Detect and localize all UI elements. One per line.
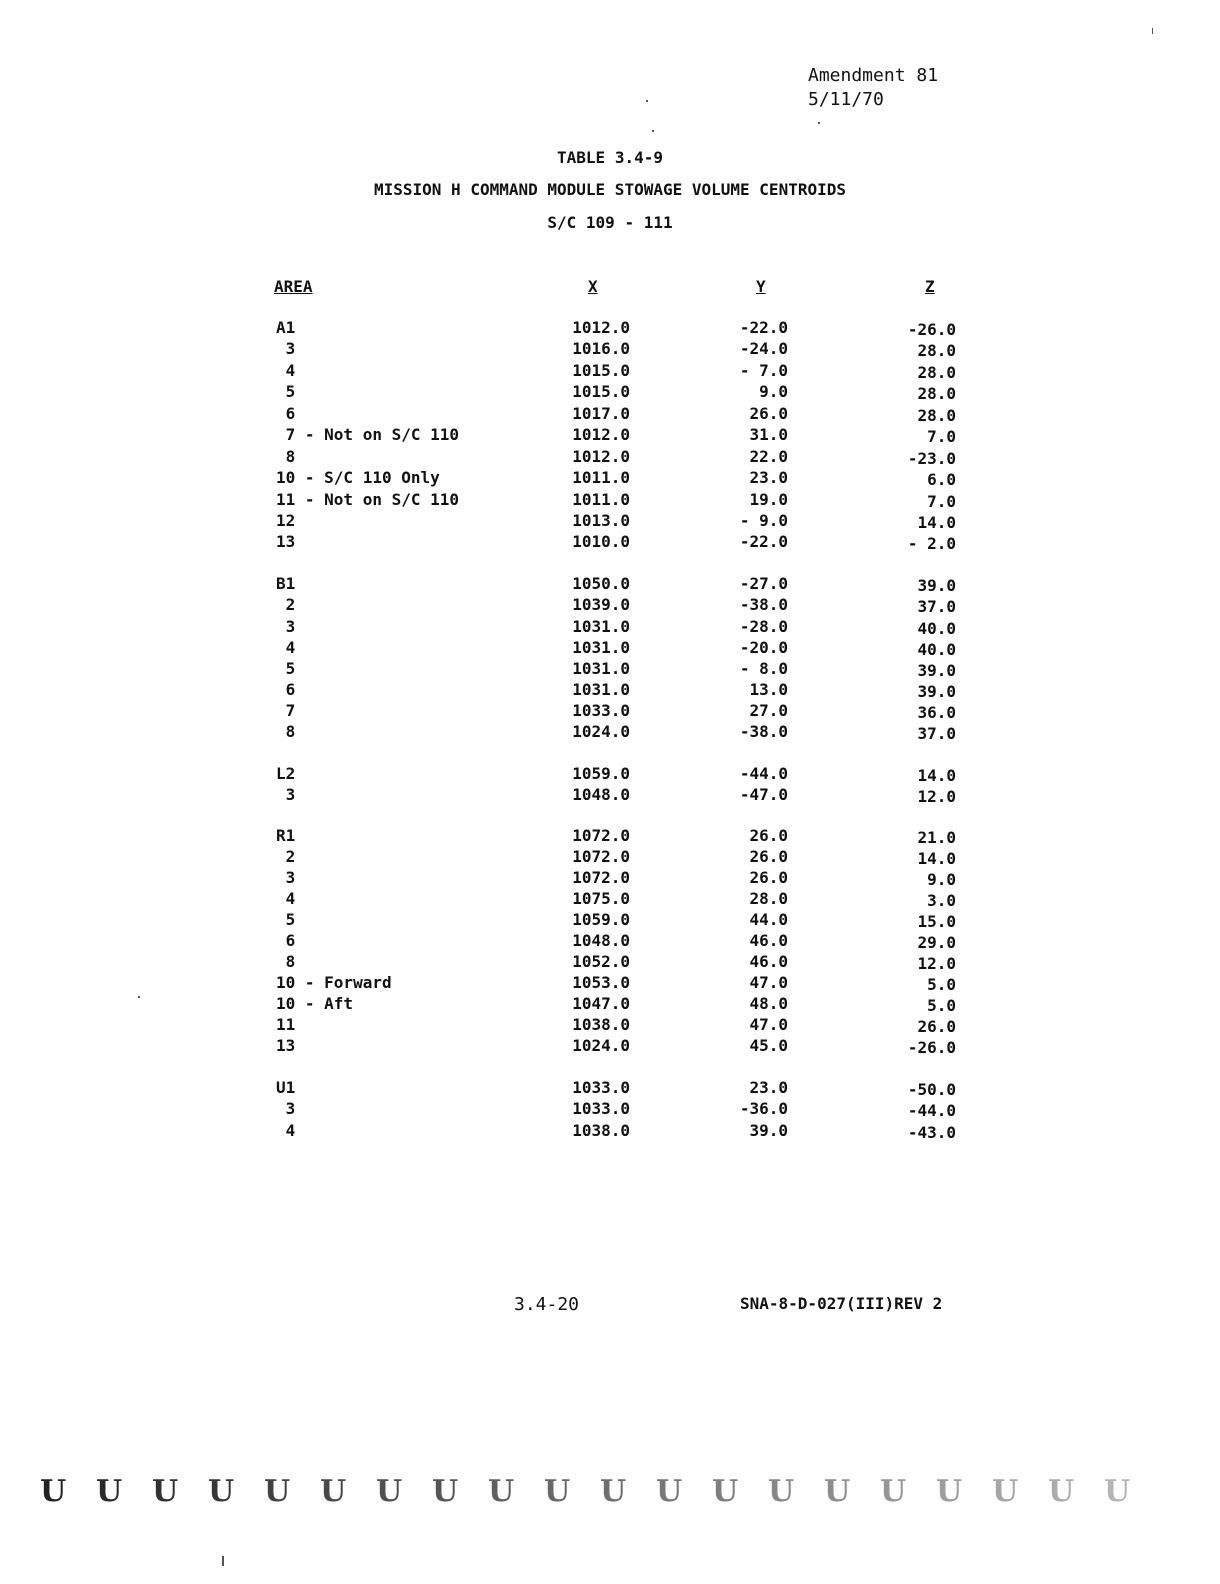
y-cell: 23.0 bbox=[749, 468, 788, 487]
x-cell: 1033.0 bbox=[572, 1099, 630, 1118]
table-row bbox=[0, 318, 1220, 339]
y-cell: -28.0 bbox=[739, 617, 788, 636]
area-cell: 8 bbox=[276, 722, 296, 741]
area-cell: 4 bbox=[276, 1121, 296, 1140]
y-cell: 26.0 bbox=[749, 868, 788, 887]
punch-mark: U bbox=[320, 1474, 347, 1509]
table-row bbox=[0, 785, 1220, 806]
z-cell: 28.0 bbox=[917, 363, 956, 382]
x-cell: 1010.0 bbox=[572, 532, 630, 551]
table-row bbox=[0, 764, 1220, 785]
table-row bbox=[0, 910, 1220, 931]
area-cell: 5 bbox=[276, 659, 296, 678]
z-cell: 28.0 bbox=[917, 341, 956, 360]
z-cell: 21.0 bbox=[917, 828, 956, 847]
y-cell: -20.0 bbox=[739, 638, 788, 657]
y-cell: 46.0 bbox=[749, 952, 788, 971]
y-cell: -44.0 bbox=[739, 764, 788, 783]
table-row bbox=[0, 339, 1220, 360]
table-row bbox=[0, 595, 1220, 616]
z-cell: -23.0 bbox=[907, 449, 956, 468]
z-cell: 39.0 bbox=[917, 576, 956, 595]
x-cell: 1052.0 bbox=[572, 952, 630, 971]
y-cell: -38.0 bbox=[739, 595, 788, 614]
punch-mark: U bbox=[600, 1474, 627, 1509]
y-cell: -47.0 bbox=[739, 785, 788, 804]
area-cell: U1 bbox=[276, 1078, 296, 1097]
z-cell: 5.0 bbox=[927, 996, 956, 1015]
column-header-x: X bbox=[588, 277, 598, 296]
z-cell: 39.0 bbox=[917, 661, 956, 680]
z-cell: -43.0 bbox=[907, 1123, 956, 1142]
z-cell: 40.0 bbox=[917, 640, 956, 659]
area-cell: 10 - Forward bbox=[276, 973, 392, 992]
x-cell: 1012.0 bbox=[572, 425, 630, 444]
y-cell: -38.0 bbox=[739, 722, 788, 741]
table-number: TABLE 3.4-9 bbox=[557, 148, 663, 167]
area-cell: 10 - S/C 110 Only bbox=[276, 468, 440, 487]
x-cell: 1024.0 bbox=[572, 722, 630, 741]
punch-mark: U bbox=[1048, 1474, 1075, 1509]
z-cell: 3.0 bbox=[927, 891, 956, 910]
z-cell: 39.0 bbox=[917, 682, 956, 701]
scan-speck bbox=[222, 1556, 224, 1566]
scan-speck bbox=[138, 996, 140, 998]
area-cell: 4 bbox=[276, 361, 296, 380]
y-cell: -24.0 bbox=[739, 339, 788, 358]
z-cell: 7.0 bbox=[927, 427, 956, 446]
x-cell: 1059.0 bbox=[572, 910, 630, 929]
y-cell: 9.0 bbox=[759, 382, 788, 401]
y-cell: 45.0 bbox=[749, 1036, 788, 1055]
area-cell: 8 bbox=[276, 952, 296, 971]
amendment-header bbox=[808, 64, 938, 112]
x-cell: 1012.0 bbox=[572, 318, 630, 337]
area-cell: 7 - Not on S/C 110 bbox=[276, 425, 460, 444]
x-cell: 1048.0 bbox=[572, 931, 630, 950]
x-cell: 1072.0 bbox=[572, 868, 630, 887]
z-cell: 14.0 bbox=[917, 766, 956, 785]
table-row bbox=[0, 973, 1220, 994]
z-cell: 15.0 bbox=[917, 912, 956, 931]
z-cell: 28.0 bbox=[917, 406, 956, 425]
amendment-number: Amendment 81 bbox=[808, 65, 939, 86]
z-cell: 6.0 bbox=[927, 470, 956, 489]
x-cell: 1011.0 bbox=[572, 468, 630, 487]
y-cell: 26.0 bbox=[749, 826, 788, 845]
area-cell: A1 bbox=[276, 318, 296, 337]
z-cell: 12.0 bbox=[917, 954, 956, 973]
table-subtitle: S/C 109 - 111 bbox=[547, 213, 673, 232]
punch-mark: U bbox=[432, 1474, 459, 1509]
punch-mark: U bbox=[824, 1474, 851, 1509]
area-cell: 5 bbox=[276, 910, 296, 929]
table-row bbox=[0, 1099, 1220, 1120]
film-punch-marks bbox=[40, 1474, 1160, 1514]
area-cell: 3 bbox=[276, 617, 296, 636]
document-id: SNA-8-D-027(III)REV 2 bbox=[740, 1294, 943, 1313]
punch-mark: U bbox=[936, 1474, 963, 1509]
table-row bbox=[0, 680, 1220, 701]
area-cell: 11 bbox=[276, 1015, 296, 1034]
y-cell: 26.0 bbox=[749, 847, 788, 866]
table-row bbox=[0, 425, 1220, 446]
table-row bbox=[0, 404, 1220, 425]
amendment-date: 5/11/70 bbox=[808, 89, 884, 110]
z-cell: -26.0 bbox=[907, 320, 956, 339]
area-cell: L2 bbox=[276, 764, 296, 783]
y-cell: 27.0 bbox=[749, 701, 788, 720]
z-cell: 26.0 bbox=[917, 1017, 956, 1036]
area-cell: 3 bbox=[276, 339, 296, 358]
scan-speck bbox=[818, 122, 820, 124]
y-cell: -36.0 bbox=[739, 1099, 788, 1118]
table-row bbox=[0, 952, 1220, 973]
table-row bbox=[0, 617, 1220, 638]
x-cell: 1024.0 bbox=[572, 1036, 630, 1055]
x-cell: 1048.0 bbox=[572, 785, 630, 804]
y-cell: - 9.0 bbox=[739, 511, 788, 530]
table-row bbox=[0, 574, 1220, 595]
y-cell: - 8.0 bbox=[739, 659, 788, 678]
y-cell: 23.0 bbox=[749, 1078, 788, 1097]
area-cell: 8 bbox=[276, 447, 296, 466]
area-cell: 13 bbox=[276, 532, 296, 551]
scan-speck bbox=[652, 130, 654, 132]
y-cell: -22.0 bbox=[739, 532, 788, 551]
x-cell: 1016.0 bbox=[572, 339, 630, 358]
punch-mark: U bbox=[264, 1474, 291, 1509]
z-cell: 37.0 bbox=[917, 724, 956, 743]
x-cell: 1072.0 bbox=[572, 826, 630, 845]
table-row bbox=[0, 826, 1220, 847]
y-cell: 39.0 bbox=[749, 1121, 788, 1140]
area-cell: 11 - Not on S/C 110 bbox=[276, 490, 460, 509]
x-cell: 1039.0 bbox=[572, 595, 630, 614]
area-cell: 10 - Aft bbox=[276, 994, 354, 1013]
x-cell: 1038.0 bbox=[572, 1121, 630, 1140]
table-row bbox=[0, 468, 1220, 489]
punch-mark: U bbox=[96, 1474, 123, 1509]
z-cell: 29.0 bbox=[917, 933, 956, 952]
area-cell: 4 bbox=[276, 889, 296, 908]
table-row bbox=[0, 1015, 1220, 1036]
x-cell: 1013.0 bbox=[572, 511, 630, 530]
table-row bbox=[0, 1078, 1220, 1099]
z-cell: 14.0 bbox=[917, 849, 956, 868]
y-cell: 13.0 bbox=[749, 680, 788, 699]
x-cell: 1015.0 bbox=[572, 382, 630, 401]
x-cell: 1017.0 bbox=[572, 404, 630, 423]
punch-mark: U bbox=[712, 1474, 739, 1509]
column-header-area: AREA bbox=[274, 277, 313, 296]
area-cell: 7 bbox=[276, 701, 296, 720]
table-row bbox=[0, 931, 1220, 952]
z-cell: -26.0 bbox=[907, 1038, 956, 1057]
z-cell: -44.0 bbox=[907, 1101, 956, 1120]
area-cell: 3 bbox=[276, 1099, 296, 1118]
y-cell: -22.0 bbox=[739, 318, 788, 337]
z-cell: - 2.0 bbox=[907, 534, 956, 553]
y-cell: - 7.0 bbox=[739, 361, 788, 380]
area-cell: B1 bbox=[276, 574, 296, 593]
y-cell: -27.0 bbox=[739, 574, 788, 593]
table-row bbox=[0, 490, 1220, 511]
x-cell: 1031.0 bbox=[572, 638, 630, 657]
z-cell: -50.0 bbox=[907, 1080, 956, 1099]
table-row bbox=[0, 511, 1220, 532]
x-cell: 1053.0 bbox=[572, 973, 630, 992]
punch-mark: U bbox=[40, 1474, 67, 1509]
area-cell: 13 bbox=[276, 1036, 296, 1055]
area-cell: 3 bbox=[276, 785, 296, 804]
area-cell: 6 bbox=[276, 404, 296, 423]
punch-mark: U bbox=[880, 1474, 907, 1509]
y-cell: 28.0 bbox=[749, 889, 788, 908]
area-cell: R1 bbox=[276, 826, 296, 845]
y-cell: 48.0 bbox=[749, 994, 788, 1013]
punch-mark: U bbox=[1104, 1474, 1131, 1509]
punch-mark: U bbox=[208, 1474, 235, 1509]
z-cell: 37.0 bbox=[917, 597, 956, 616]
x-cell: 1012.0 bbox=[572, 447, 630, 466]
x-cell: 1075.0 bbox=[572, 889, 630, 908]
y-cell: 31.0 bbox=[749, 425, 788, 444]
punch-mark: U bbox=[544, 1474, 571, 1509]
punch-mark: U bbox=[768, 1474, 795, 1509]
x-cell: 1047.0 bbox=[572, 994, 630, 1013]
x-cell: 1038.0 bbox=[572, 1015, 630, 1034]
area-cell: 6 bbox=[276, 680, 296, 699]
table-row bbox=[0, 1121, 1220, 1142]
x-cell: 1033.0 bbox=[572, 701, 630, 720]
table-row bbox=[0, 382, 1220, 403]
y-cell: 46.0 bbox=[749, 931, 788, 950]
z-cell: 7.0 bbox=[927, 492, 956, 511]
area-cell: 6 bbox=[276, 931, 296, 950]
y-cell: 47.0 bbox=[749, 1015, 788, 1034]
table-row bbox=[0, 659, 1220, 680]
table-row bbox=[0, 701, 1220, 722]
table-row bbox=[0, 889, 1220, 910]
punch-mark: U bbox=[656, 1474, 683, 1509]
x-cell: 1031.0 bbox=[572, 617, 630, 636]
punch-mark: U bbox=[992, 1474, 1019, 1509]
punch-mark: U bbox=[376, 1474, 403, 1509]
x-cell: 1072.0 bbox=[572, 847, 630, 866]
x-cell: 1015.0 bbox=[572, 361, 630, 380]
page-number: 3.4-20 bbox=[514, 1294, 580, 1315]
area-cell: 5 bbox=[276, 382, 296, 401]
z-cell: 12.0 bbox=[917, 787, 956, 806]
table-row bbox=[0, 868, 1220, 889]
table-row bbox=[0, 722, 1220, 743]
area-cell: 3 bbox=[276, 868, 296, 887]
area-cell: 4 bbox=[276, 638, 296, 657]
table-row bbox=[0, 361, 1220, 382]
y-cell: 22.0 bbox=[749, 447, 788, 466]
x-cell: 1031.0 bbox=[572, 659, 630, 678]
area-cell: 2 bbox=[276, 595, 296, 614]
punch-mark: U bbox=[152, 1474, 179, 1509]
z-cell: 28.0 bbox=[917, 384, 956, 403]
scan-speck bbox=[646, 100, 648, 102]
y-cell: 44.0 bbox=[749, 910, 788, 929]
z-cell: 9.0 bbox=[927, 870, 956, 889]
x-cell: 1050.0 bbox=[572, 574, 630, 593]
z-cell: 5.0 bbox=[927, 975, 956, 994]
table-row bbox=[0, 447, 1220, 468]
column-header-z: Z bbox=[925, 277, 935, 296]
y-cell: 19.0 bbox=[749, 490, 788, 509]
z-cell: 36.0 bbox=[917, 703, 956, 722]
z-cell: 40.0 bbox=[917, 619, 956, 638]
table-row bbox=[0, 638, 1220, 659]
table-title: MISSION H COMMAND MODULE STOWAGE VOLUME CENTROIDS bbox=[373, 180, 846, 199]
x-cell: 1033.0 bbox=[572, 1078, 630, 1097]
scan-speck bbox=[1152, 28, 1153, 34]
column-header-y: Y bbox=[756, 277, 766, 296]
table-row bbox=[0, 994, 1220, 1015]
z-cell: 14.0 bbox=[917, 513, 956, 532]
table-row bbox=[0, 1036, 1220, 1057]
y-cell: 47.0 bbox=[749, 973, 788, 992]
table-row bbox=[0, 847, 1220, 868]
y-cell: 26.0 bbox=[749, 404, 788, 423]
area-cell: 2 bbox=[276, 847, 296, 866]
area-cell: 12 bbox=[276, 511, 296, 530]
x-cell: 1059.0 bbox=[572, 764, 630, 783]
x-cell: 1011.0 bbox=[572, 490, 630, 509]
table-row bbox=[0, 532, 1220, 553]
punch-mark: U bbox=[488, 1474, 515, 1509]
x-cell: 1031.0 bbox=[572, 680, 630, 699]
